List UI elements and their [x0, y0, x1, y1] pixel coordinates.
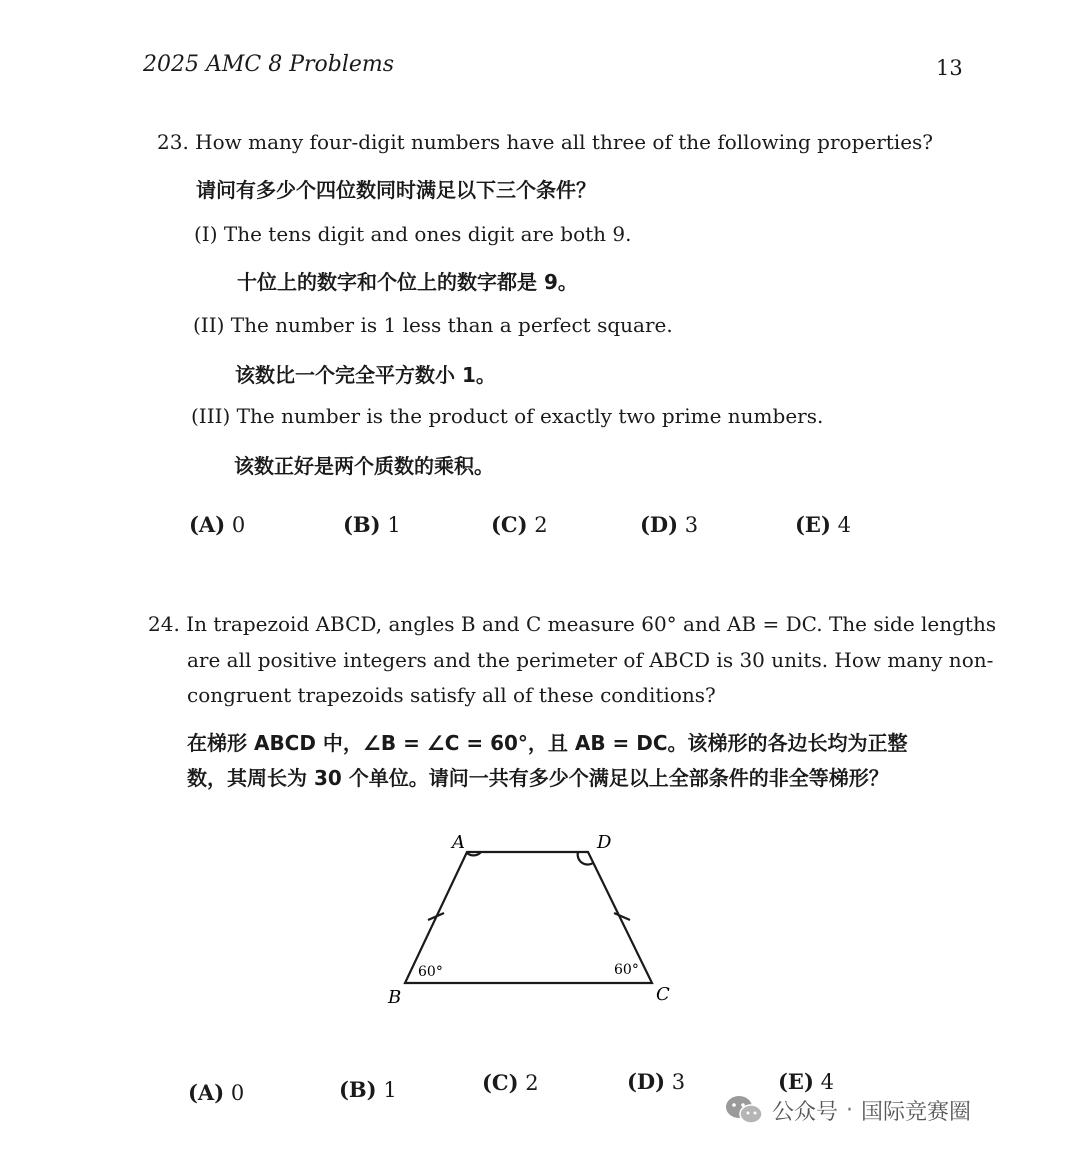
angle-c-label: 60° — [614, 962, 639, 978]
p24-choice-b: (B) 1 — [339, 1077, 397, 1102]
p24-choice-a: (A) 0 — [188, 1080, 245, 1105]
watermark — [724, 1094, 971, 1126]
condition-3-en: The number is the product of exactly two prime numbers. — [236, 404, 824, 428]
condition-2-label: (II) — [193, 313, 225, 337]
problem-24-zh-line-2: 数，其周长为 30 个单位。请问一共有多少个满足以上全部条件的非全等梯形？ — [187, 766, 889, 790]
p23-choice-d: (D) 3 — [640, 512, 699, 537]
vertex-c-label: C — [656, 984, 670, 1005]
watermark-name: 国际竞赛圈 — [861, 1099, 972, 1125]
p24-choice-c: (C) 2 — [482, 1070, 539, 1095]
problem-23-number: 23. — [157, 130, 189, 154]
problem-23-question-zh: 请问有多少个四位数同时满足以下三个条件？ — [196, 178, 596, 202]
watermark-text: 公众号 — [772, 1099, 839, 1125]
wechat-icon — [724, 1094, 764, 1126]
angle-b-label: 60° — [418, 964, 443, 980]
vertex-b-label: B — [388, 987, 402, 1008]
page-header-title: 2025 AMC 8 Problems — [143, 52, 395, 77]
p23-choice-b: (B) 1 — [343, 512, 401, 537]
problem-24-text-1: In trapezoid ABCD, angles B and C measure 60° and AB = DC. The side lengths — [186, 612, 997, 636]
p23-choice-a: (A) 0 — [189, 512, 246, 537]
condition-1-zh: 十位上的数字和个位上的数字都是 9。 — [237, 270, 578, 294]
page-number: 13 — [936, 56, 963, 80]
problem-24-line-3: congruent trapezoids satisfy all of these conditions? — [187, 683, 716, 707]
vertex-a-label: A — [452, 832, 465, 853]
vertex-d-label: D — [597, 832, 612, 853]
p23-choice-c: (C) 2 — [491, 512, 548, 537]
problem-23-question-en: How many four-digit numbers have all three of the following properties? — [195, 130, 934, 154]
watermark-separator: · — [846, 1097, 854, 1123]
condition-2-zh: 该数比一个完全平方数小 1。 — [235, 363, 496, 387]
condition-2-en: The number is 1 less than a perfect square. — [230, 313, 673, 337]
tick-dc — [614, 913, 630, 920]
problem-24-line-2: are all positive integers and the perimeter of ABCD is 30 units. How many non- — [187, 648, 994, 672]
p24-choice-d: (D) 3 — [627, 1069, 686, 1094]
condition-3-label: (III) — [191, 404, 231, 428]
condition-3-zh: 该数正好是两个质数的乘积。 — [234, 454, 494, 478]
condition-1-en: The tens digit and ones digit are both 9. — [223, 222, 632, 246]
condition-1-label: (I) — [194, 222, 218, 246]
problem-24-zh-line-1: 在梯形 ABCD 中，∠B = ∠C = 60°，且 AB = DC。该梯形的各边长均为正整 — [187, 731, 908, 755]
p23-choice-e: (E) 4 — [795, 512, 851, 537]
problem-24-number: 24. — [148, 612, 180, 636]
p24-choice-e: (E) 4 — [778, 1069, 834, 1094]
